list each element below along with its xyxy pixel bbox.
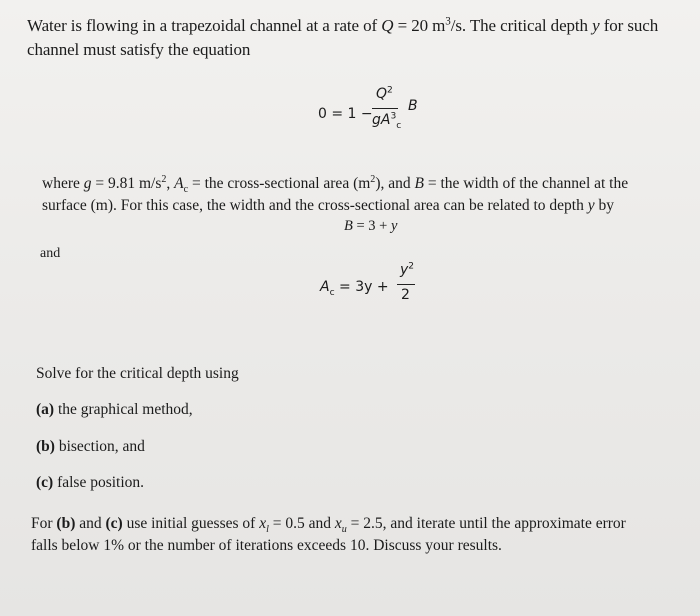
depth-symbol: y	[592, 16, 600, 35]
subscript: c	[329, 287, 335, 298]
area-symbol: A	[174, 175, 184, 192]
task-label: (b)	[36, 438, 55, 455]
subscript: c	[183, 184, 189, 196]
solve-heading: Solve for the critical depth using	[36, 365, 239, 382]
width-equation	[344, 218, 397, 235]
where-text: by	[594, 197, 614, 214]
exponent: 3	[390, 111, 397, 122]
closing-text: and	[75, 515, 106, 532]
task-label: (c)	[105, 515, 123, 532]
closing-text: falls below 1% or the number of iterations exceeds 10. Discuss your results.	[31, 537, 502, 554]
intro-text: channel must satisfy the equation	[27, 40, 251, 59]
where-text: = the width of the channel at the	[423, 175, 629, 192]
where-text: = the cross-sectional area (m	[188, 175, 371, 192]
intro-text: Water is flowing in a trapezoidal channel at a rate of	[27, 16, 382, 35]
intro-text: = 20 m	[393, 16, 446, 35]
gravity-symbol: g	[83, 175, 92, 192]
exponent: 2	[161, 173, 167, 185]
fraction-numerator: y	[400, 262, 409, 278]
equation-text: = 3 +	[352, 218, 391, 234]
task-label: (a)	[36, 401, 55, 418]
lower-guess-symbol: x	[259, 515, 267, 532]
area-symbol: A	[380, 112, 391, 128]
task-text: bisection, and	[54, 438, 145, 455]
task-b	[36, 438, 145, 456]
upper-guess-symbol: x	[334, 515, 342, 532]
gravity-symbol: g	[372, 112, 381, 128]
task-label: (b)	[56, 515, 76, 532]
width-symbol: B	[414, 175, 424, 192]
intro-text: /s. The critical depth	[450, 16, 593, 35]
area-symbol: A	[320, 279, 330, 295]
depth-symbol: y	[390, 218, 398, 234]
critical-depth-equation	[318, 84, 438, 144]
equation-lhs: 0 = 1 −	[318, 106, 373, 122]
depth-symbol: y	[587, 197, 595, 214]
exponent: 2	[408, 261, 415, 272]
intro-paragraph	[27, 14, 658, 62]
width-symbol: B	[344, 218, 353, 234]
closing-text: use initial guesses of	[122, 515, 260, 532]
where-text: surface (m). For this case, the width and the cross-sectional area can be related to depth	[42, 197, 588, 214]
task-label: (c)	[36, 474, 54, 491]
fraction-bar	[397, 284, 415, 285]
equation-text: = 3y +	[334, 279, 389, 295]
exponent: 2	[387, 85, 393, 96]
where-text: ), and	[375, 175, 415, 192]
task-c	[36, 474, 144, 492]
closing-paragraph	[31, 513, 626, 557]
fraction-denominator: 2	[401, 287, 410, 303]
task-text: the graphical method,	[54, 401, 193, 418]
flow-symbol: Q	[381, 16, 394, 35]
task-a	[36, 401, 193, 419]
closing-text: For	[31, 515, 57, 532]
intro-text: for such	[599, 16, 659, 35]
where-paragraph	[42, 173, 628, 217]
exponent: 2	[370, 173, 376, 185]
where-text: ,	[166, 175, 175, 192]
where-text: = 9.81 m/s	[91, 175, 162, 192]
closing-text: = 0.5 and	[268, 515, 335, 532]
subscript: c	[396, 120, 402, 131]
exponent: 3	[445, 15, 451, 28]
and-label: and	[40, 246, 61, 261]
subscript: u	[341, 524, 347, 536]
area-equation	[320, 262, 430, 312]
task-text: false position.	[53, 474, 145, 491]
where-text: where	[42, 175, 84, 192]
closing-text: = 2.5, and iterate until the approximate error	[346, 515, 626, 532]
fraction-numerator: Q	[376, 86, 388, 102]
fraction-bar	[372, 108, 398, 109]
width-symbol: B	[408, 98, 418, 114]
subscript: l	[266, 524, 269, 536]
